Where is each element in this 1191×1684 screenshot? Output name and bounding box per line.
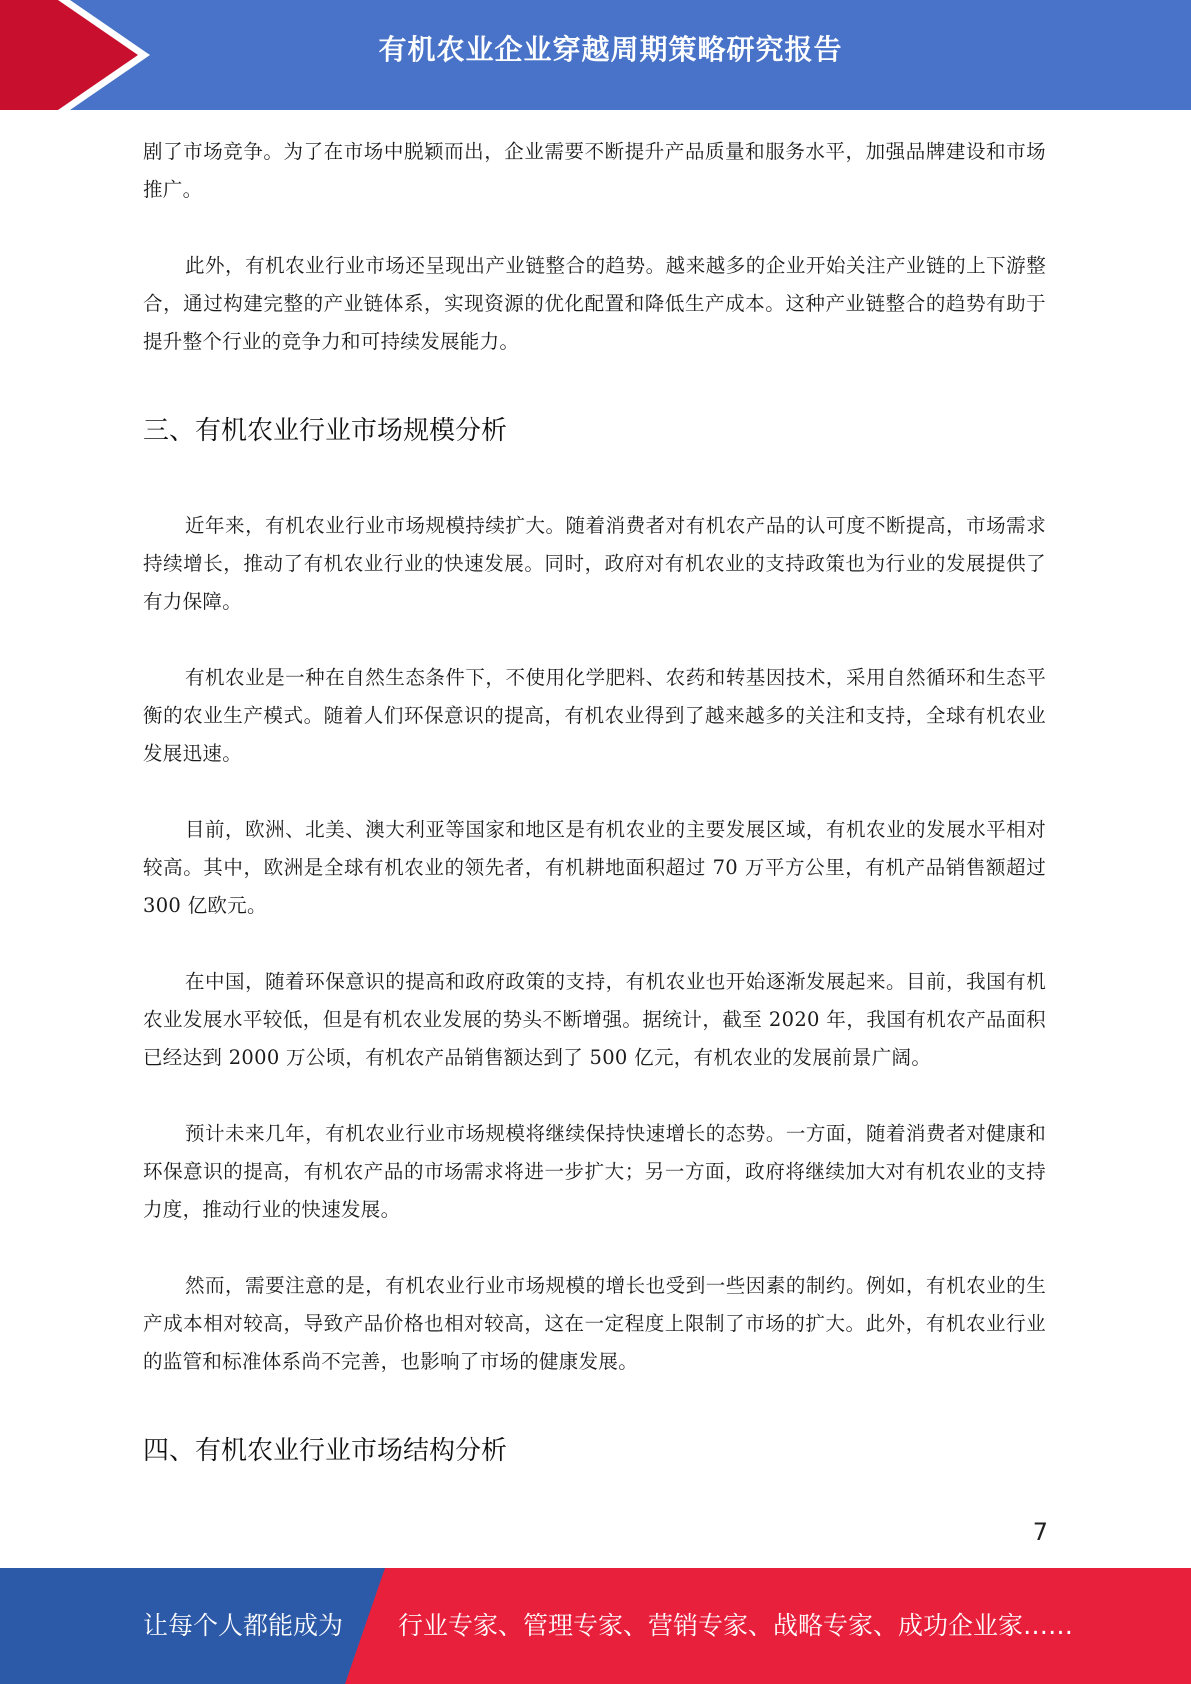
- page-footer: [0, 1568, 1191, 1684]
- paragraph: 在中国，随着环保意识的提高和政府政策的支持，有机农业也开始逐渐发展起来。目前，我国有机农业发展水平较低，但是有机农业发展的势头不断增强。据统计，截至 2020 年，我国有机农产品面积已经达到 2000 万公顷，有机农产品销售额达到了 500 亿元，有机农业的发展前景广阔。: [143, 970, 1046, 1069]
- header-arrow-decoration: [0, 0, 160, 110]
- footer-slogan-left: 让每个人都能成为: [143, 1611, 344, 1640]
- section-heading: 四、有机农业行业市场结构分析: [143, 1436, 508, 1466]
- paragraph: 有机农业是一种在自然生态条件下，不使用化学肥料、农药和转基因技术，采用自然循环和生态平衡的农业生产模式。随着人们环保意识的提高，有机农业得到了越来越多的关注和支持，全球有机农业发展迅速。: [143, 666, 1046, 765]
- footer-slogan-right: 行业专家、管理专家、营销专家、战略专家、成功企业家……: [398, 1611, 1074, 1640]
- report-title: 有机农业企业穿越周期策略研究报告: [378, 33, 843, 66]
- paragraph: 预计未来几年，有机农业行业市场规模将继续保持快速增长的态势。一方面，随着消费者对健康和环保意识的提高，有机农产品的市场需求将进一步扩大；另一方面，政府将继续加大对有机农业的支持力度，推动行业的快速发展。: [143, 1122, 1046, 1221]
- page-header: [0, 0, 1191, 110]
- paragraph: 此外，有机农业行业市场还呈现出产业链整合的趋势。越来越多的企业开始关注产业链的上下游整合，通过构建完整的产业链体系，实现资源的优化配置和降低生产成本。这种产业链整合的趋势有助于提升整个行业的竞争力和可持续发展能力。: [143, 254, 1046, 353]
- page-number: 7: [1032, 1518, 1048, 1546]
- document-body: [143, 133, 1046, 1471]
- paragraph: 近年来，有机农业行业市场规模持续扩大。随着消费者对有机农产品的认可度不断提高，市场需求持续增长，推动了有机农业行业的快速发展。同时，政府对有机农业的支持政策也为行业的发展提供了有力保障。: [143, 514, 1046, 613]
- paragraph: 目前，欧洲、北美、澳大利亚等国家和地区是有机农业的主要发展区域，有机农业的发展水平相对较高。其中，欧洲是全球有机农业的领先者，有机耕地面积超过 70 万平方公里，有机产品销售额超过 300 亿欧元。: [143, 818, 1046, 917]
- paragraph: 然而，需要注意的是，有机农业行业市场规模的增长也受到一些因素的制约。例如，有机农业的生产成本相对较高，导致产品价格也相对较高，这在一定程度上限制了市场的扩大。此外，有机农业行业的监管和标准体系尚不完善，也影响了市场的健康发展。: [143, 1274, 1046, 1373]
- paragraph: 剧了市场竞争。为了在市场中脱颖而出，企业需要不断提升产品质量和服务水平，加强品牌建设和市场推广。: [143, 140, 1046, 201]
- section-heading: 三、有机农业行业市场规模分析: [143, 416, 508, 446]
